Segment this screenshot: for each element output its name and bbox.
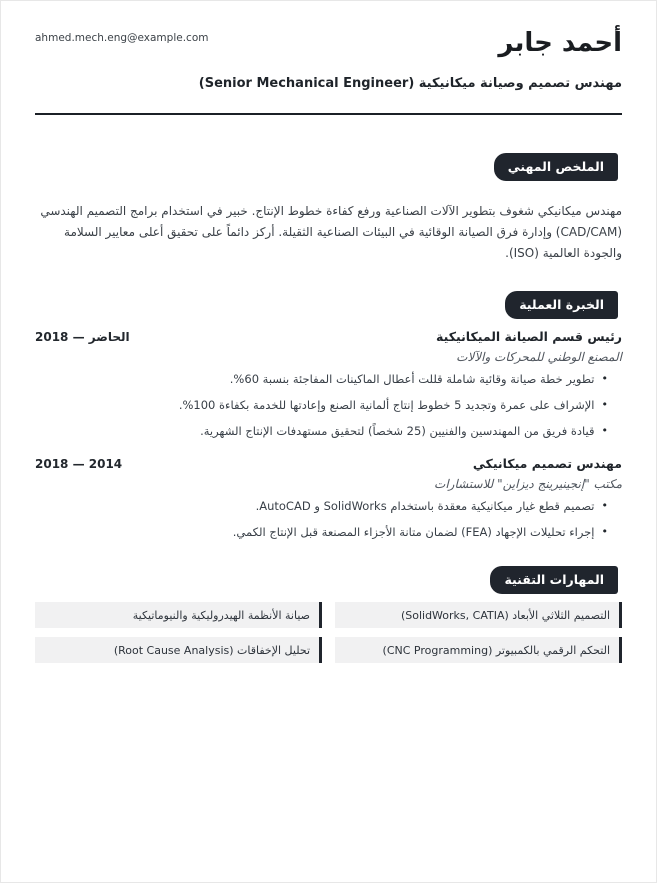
bullet-dot-icon: • — [601, 372, 608, 385]
experience-heading-badge: الخبرة العملية — [505, 291, 618, 319]
summary-paragraph: مهندس ميكانيكي شغوف بتطوير الآلات الصناعية ورفع كفاءة خطوط الإنتاج. خبير في استخدام برامج التصميم الهندسي (CAD/CAM) وإدارة فرق الصيانة الوقائية في البيئات الصناعية الثقيلة. أركز دائماً على تحقيق أعلى معايير السلامة والجودة العالمية (ISO). — [40, 204, 622, 260]
bullet-text: تطوير خطة صيانة وقائية شاملة قللت أعطال الماكينات المفاجئة بنسبة 60%. — [229, 372, 595, 386]
bullet-dot-icon: • — [601, 398, 608, 411]
header-divider — [35, 113, 622, 115]
skill-item: تحليل الإخفاقات (Root Cause Analysis) — [35, 637, 322, 663]
bullet-text: إجراء تحليلات الإجهاد (FEA) لضمان متانة الأجزاء المصنعة قبل الإنتاج الكمي. — [232, 525, 595, 539]
job-title: مهندس تصميم ميكانيكي — [472, 456, 622, 471]
summary-heading-badge: الملخص المهني — [494, 153, 618, 181]
company-name: المصنع الوطني للمحركات والآلات — [456, 350, 622, 364]
bullet-dot-icon: • — [601, 424, 608, 437]
job-bullet-list — [35, 498, 622, 540]
job-date: 2018 — الحاضر — [35, 330, 130, 344]
bullet-text: قيادة فريق من المهندسين والفنيين (25 شخصاً) لتحقيق مستهدفات الإنتاج الشهرية. — [200, 424, 595, 438]
job-bullet-list — [35, 371, 622, 439]
email-text[interactable]: ahmed.mech.eng@example.com — [35, 32, 209, 44]
skill-item: صيانة الأنظمة الهيدروليكية والنيوماتيكية — [35, 602, 322, 628]
bullet-text: تصميم قطع غيار ميكانيكية معقدة باستخدام SolidWorks و AutoCAD. — [255, 499, 595, 513]
job-header-row — [35, 328, 622, 345]
job-header-row — [35, 455, 622, 472]
job-bullet — [35, 397, 608, 413]
job-bullet — [35, 423, 608, 439]
skills-heading-badge: المهارات التقنية — [490, 566, 618, 594]
job-bullet — [35, 524, 608, 540]
job-bullet — [35, 498, 608, 514]
skill-item: التصميم الثلاثي الأبعاد (SolidWorks, CATIA) — [335, 602, 622, 628]
person-name: أحمد جابر — [498, 28, 622, 58]
summary-section-header — [35, 153, 622, 181]
job-headline: مهندس تصميم وصيانة ميكانيكية (Senior Mechanical Engineer) — [198, 76, 622, 91]
job-date: 2018 — 2014 — [35, 457, 123, 471]
bullet-dot-icon: • — [601, 499, 608, 512]
skills-grid — [35, 602, 622, 663]
experience-section-header — [35, 291, 622, 319]
job-title: رئيس قسم الصيانة الميكانيكية — [436, 329, 622, 344]
company-name: مكتب "إنجينيرينج ديزاين" للاستشارات — [434, 477, 622, 491]
bullet-dot-icon: • — [601, 525, 608, 538]
skill-item: التحكم الرقمي بالكمبيوتر (CNC Programming) — [335, 637, 622, 663]
job-entry — [35, 455, 622, 540]
job-entry — [35, 328, 622, 439]
bullet-text: الإشراف على عمرة وتجديد 5 خطوط إنتاج ألمانية الصنع وإعادتها للخدمة بكفاءة 100%. — [178, 398, 595, 412]
resume-content — [35, 1, 622, 663]
job-bullet — [35, 371, 608, 387]
skills-section-header — [35, 566, 622, 594]
resume-header — [35, 1, 622, 115]
